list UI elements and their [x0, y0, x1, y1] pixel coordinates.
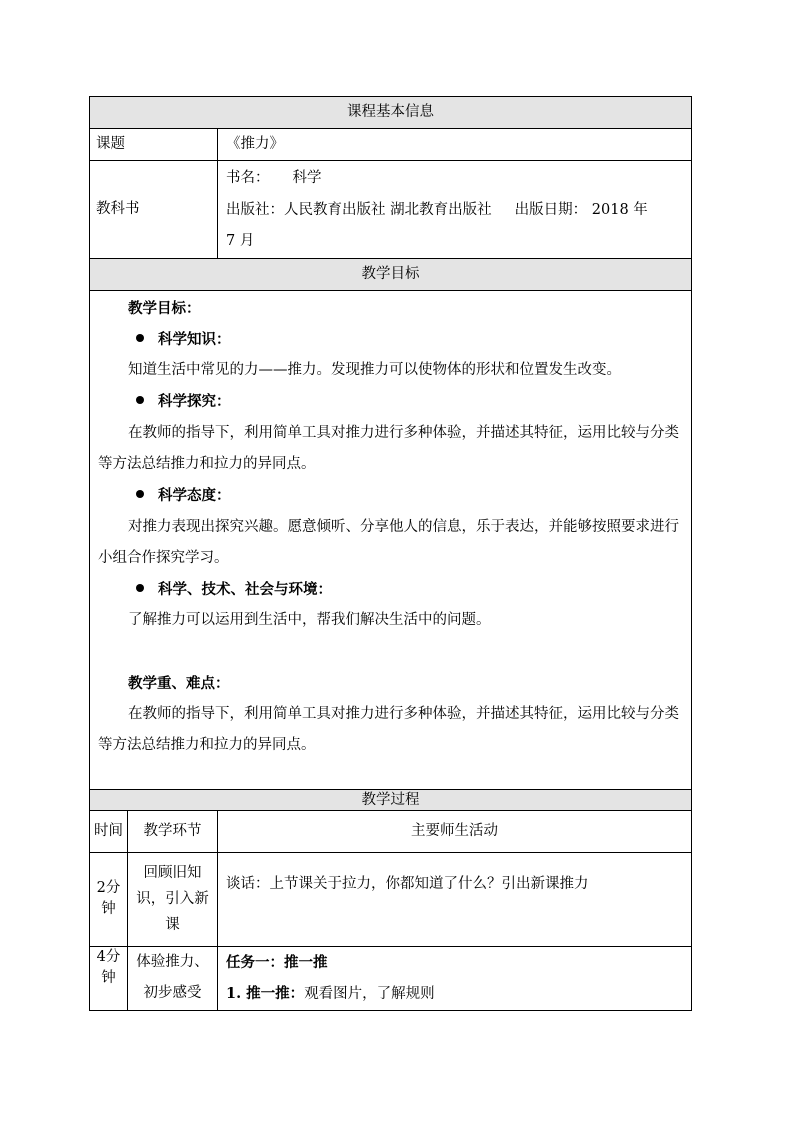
objective-text-knowledge: 知道生活中常见的力——推力。发现推力可以使物体的形状和位置发生改变。 — [128, 362, 621, 379]
objective-heading-stse — [98, 574, 687, 605]
process-time: 4分钟 — [90, 946, 128, 1010]
process-activity — [218, 946, 692, 1010]
bullet-icon — [136, 490, 144, 498]
key-points-title: 教学重、难点： — [128, 674, 230, 692]
objective-heading-text: 科学探究： — [158, 393, 231, 411]
objectives-content — [90, 290, 692, 789]
process-stage: 体验推力、初步感受 — [128, 946, 218, 1010]
objective-heading-attitude — [98, 480, 687, 511]
basic-info-header: 课程基本信息 — [90, 97, 692, 129]
publisher-line: 出版社：人民教育出版社 湖北教育出版社 出版日期： 2018 年 — [226, 201, 648, 218]
task-sub-item — [226, 978, 691, 1010]
col-activity: 主要师生活动 — [218, 810, 692, 852]
objective-text-inquiry: 在教师的指导下，利用简单工具对推力进行多种体验，并描述其特征，运用比较与分类等方法总结推力和拉力的异同点。 — [98, 424, 679, 472]
bullet-icon — [136, 334, 144, 342]
book-name-line: 书名： 科学 — [226, 170, 322, 186]
col-time: 时间 — [90, 810, 128, 852]
bullet-icon — [136, 584, 144, 592]
bullet-icon — [136, 396, 144, 404]
objectives-row — [90, 290, 692, 789]
objectives-header-row — [90, 258, 692, 290]
task-sub-label: 1. 推一推： — [226, 984, 305, 1002]
objective-heading-text: 科学知识： — [158, 330, 231, 348]
process-columns-row — [90, 810, 692, 852]
objective-heading-text: 科学、技术、社会与环境： — [158, 581, 332, 599]
basic-info-header-row — [90, 97, 692, 129]
process-header-row — [90, 789, 692, 810]
lesson-plan-table — [89, 96, 692, 1011]
process-time: 2分钟 — [90, 852, 128, 946]
topic-row — [90, 129, 692, 161]
textbook-info — [218, 161, 692, 259]
objectives-title: 教学目标： — [128, 299, 201, 317]
textbook-row — [90, 161, 692, 259]
process-row — [90, 852, 692, 946]
publisher-line-2: 7 月 — [226, 233, 255, 249]
objectives-header: 教学目标 — [90, 258, 692, 290]
objective-text-attitude: 对推力表现出探究兴趣。愿意倾听、分享他人的信息，乐于表达，并能够按照要求进行小组合作探究学习。 — [98, 518, 679, 566]
objective-text-stse: 了解推力可以运用到生活中，帮我们解决生活中的问题。 — [128, 612, 491, 629]
task-sub-text: 观看图片，了解规则 — [304, 985, 435, 1002]
process-row — [90, 946, 692, 1010]
key-points-text: 在教师的指导下，利用简单工具对推力进行多种体验，并描述其特征，运用比较与分类等方法总结推力和拉力的异同点。 — [98, 706, 679, 754]
col-stage: 教学环节 — [128, 810, 218, 852]
process-activity: 谈话：上节课关于拉力，你都知道了什么？引出新课推力 — [218, 852, 692, 946]
spacer — [98, 637, 687, 668]
objective-heading-text: 科学态度： — [158, 487, 231, 505]
topic-label: 课题 — [90, 129, 218, 161]
process-stage: 回顾旧知识，引入新课 — [128, 852, 218, 946]
objective-heading-inquiry — [98, 386, 687, 417]
topic-value: 《推力》 — [218, 129, 692, 161]
task-title: 任务一：推一推 — [226, 953, 328, 971]
textbook-label: 教科书 — [90, 161, 218, 259]
process-header: 教学过程 — [90, 789, 692, 810]
objective-heading-knowledge — [98, 324, 687, 355]
